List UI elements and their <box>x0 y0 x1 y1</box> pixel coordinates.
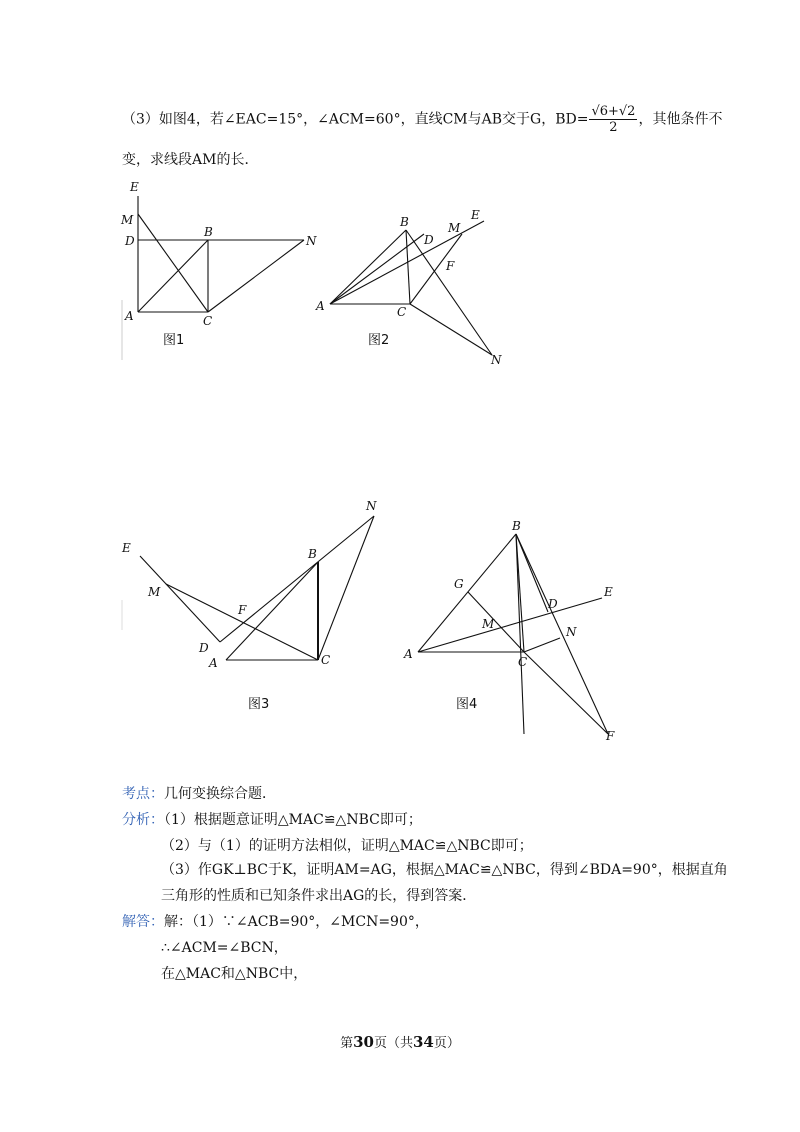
jieda-row <box>122 912 429 932</box>
fig4-caption: 图4 <box>456 697 478 712</box>
fig3-label-B: B <box>308 547 317 561</box>
bd-numerator: √6+√2 <box>591 104 636 119</box>
fenxi-line-2: （2）与（1）的证明方法相似，证明△MAC≌△NBC即可； <box>161 838 533 854</box>
fig3-label-M: M <box>148 585 161 599</box>
fig4-label-F: F <box>606 729 615 743</box>
jieda-label: 解答： <box>122 914 164 930</box>
fig1-label-C: C <box>203 314 213 328</box>
kaodian-text: 几何变换综合题． <box>164 786 276 802</box>
figure-4-lines <box>418 534 608 734</box>
fig1-label-E: E <box>130 180 139 194</box>
footer-total-pages: 34 <box>413 1033 434 1051</box>
footer-page-number: 30 <box>353 1033 374 1051</box>
fig2-label-B: B <box>400 215 409 229</box>
kaodian-label: 考点： <box>122 786 164 802</box>
figure-1-lines <box>138 196 304 312</box>
question-line-2: 变，求线段AM的长． <box>122 152 259 168</box>
fig2-label-N: N <box>491 353 502 367</box>
fig3-label-D: D <box>199 641 209 655</box>
fig3-label-C: C <box>321 653 331 667</box>
fig4-label-A: A <box>404 647 413 661</box>
fig4-label-N: N <box>566 625 577 639</box>
question-line-1-end: ，其他条件不 <box>638 111 723 128</box>
fig2-label-E: E <box>471 208 480 222</box>
bd-denominator: 2 <box>609 120 618 135</box>
footer-suffix: 页） <box>433 1036 460 1051</box>
fig1-label-M: M <box>121 213 134 227</box>
jieda-line-1: 解：（1）∵∠ACB=90°，∠MCN=90°， <box>164 914 429 930</box>
fig3-label-N: N <box>366 499 377 513</box>
fig2-caption: 图2 <box>368 333 390 348</box>
fenxi-label: 分析： <box>122 812 164 828</box>
figure-2-lines <box>330 221 492 355</box>
fig4-label-G: G <box>454 577 464 591</box>
fig1-caption: 图1 <box>163 333 185 348</box>
fig1-label-B: B <box>204 225 213 239</box>
fig1-label-N: N <box>306 234 317 248</box>
fig2-label-A: A <box>316 299 325 313</box>
fig3-label-F: F <box>238 603 247 617</box>
fig4-label-B: B <box>512 519 521 533</box>
fig1-label-A: A <box>125 309 134 323</box>
fig2-label-F: F <box>446 259 455 273</box>
fig3-label-A: A <box>209 656 218 670</box>
fig4-label-E: E <box>604 585 613 599</box>
footer-prefix: 第 <box>340 1036 354 1051</box>
fig2-label-D: D <box>424 233 434 247</box>
fig3-label-E: E <box>122 541 131 555</box>
fenxi-line-4: 三角形的性质和已知条件求出AG的长，得到答案． <box>161 888 477 904</box>
jieda-line-2: ∴∠ACM=∠BCN， <box>161 940 288 956</box>
kaodian-row <box>122 784 276 804</box>
fig4-label-C: C <box>518 655 528 669</box>
fenxi-line-3: （3）作GK⊥BC于K，证明AM=AG，根据△MAC≌△NBC，得到∠BDA=90°，根据直角 <box>161 862 728 878</box>
fig2-label-C: C <box>397 305 407 319</box>
figure-3-lines <box>140 516 374 660</box>
fig1-label-D: D <box>125 234 135 248</box>
footer-mid: 页（共 <box>373 1036 413 1051</box>
fenxi-row <box>122 810 422 830</box>
fig4-label-M: M <box>482 617 495 631</box>
jieda-line-3: 在△MAC和△NBC中， <box>161 966 308 982</box>
fig4-label-D: D <box>548 597 558 611</box>
fenxi-line-1: （1）根据题意证明△MAC≌△NBC即可； <box>164 812 422 828</box>
page-footer <box>0 1032 800 1051</box>
fig2-label-M: M <box>448 221 461 235</box>
fig3-caption: 图3 <box>248 697 270 712</box>
question-line-1-start: （3）如图4，若∠EAC=15°，∠ACM=60°，直线CM与AB交于G，BD= <box>122 111 589 128</box>
